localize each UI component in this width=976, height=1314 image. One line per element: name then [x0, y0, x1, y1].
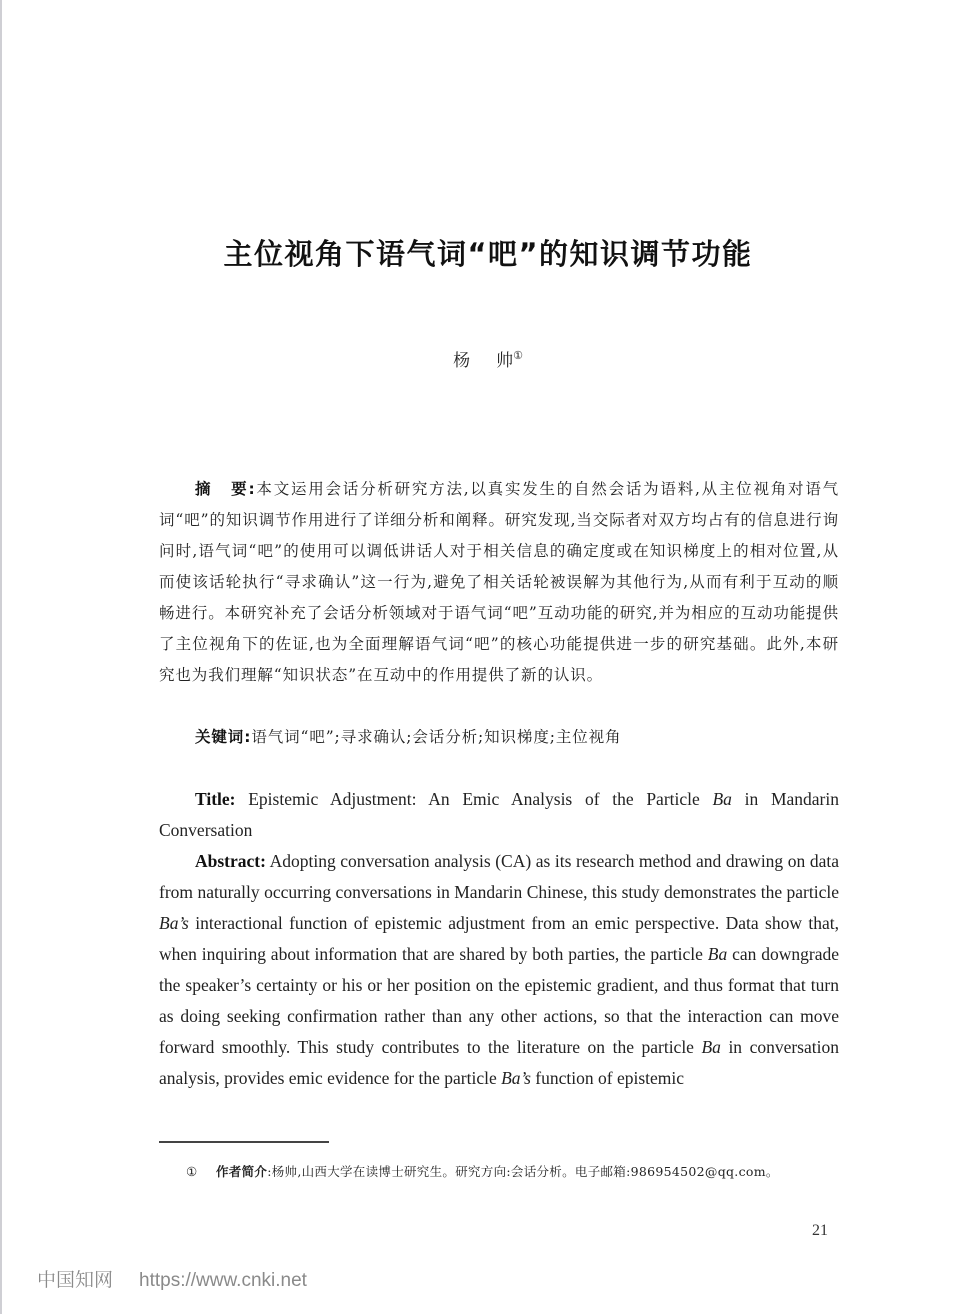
footnote-label: 作者简介	[216, 1164, 268, 1179]
author-name-part1: 杨	[453, 351, 471, 371]
keywords-text: 语气词“吧”;寻求确认;会话分析;知识梯度;主位视角	[251, 728, 622, 746]
author-name-part2: 帅	[496, 351, 514, 371]
abstract-label: 摘 要:	[195, 480, 256, 498]
page-left-edge	[0, 0, 2, 1314]
chinese-abstract-text: 本文运用会话分析研究方法,以真实发生的自然会话为语料,从主位视角对语气词“吧”的知识调节作用进行了详细分析和阐释。研究发现,当交际者对双方均占有的信息进行询问时,语气词“吧”的使用可以调低讲话人对于相关信息的确定度或在知识梯度上的相对位置,从而使该话轮执行“寻求确认”这一行为,避免了相关话轮被误解为其他行为,从而有利于互动的顺畅进行。本研究补充了会话分析领域对于语气词“吧”互动功能的研究,并为相应的互动功能提供了主位视角下的佐证,也为全面理解语气词“吧”的核心功能提供进一步的研究基础。此外,本研究也为我们理解“知识状态”在互动中的作用提供了新的认识。	[159, 480, 839, 684]
english-abstract-label: Abstract:	[195, 851, 266, 871]
page-number: 21	[812, 1222, 828, 1239]
footnote: ① 作者简介:杨帅,山西大学在读博士研究生。研究方向:会话分析。电子邮箱:986954502@qq.com。	[186, 1164, 779, 1179]
english-abstract: Abstract: Adopting conversation analysis (CA) as its research method and drawing on data from naturally occurring conversations in Mandarin Chinese, this study demonstrates the particle Ba’s interactional function of epistemic adjustment from an emic perspective. Data show that, when inquiring about information that are shared by both parties, the particle Ba can downgrade the speaker’s certainty or his or her position on the epistemic gradient, and thus format that turn as doing seeking confirmation rather than any other actions, so that the interaction can move forward smoothly. This study contributes to the literature on the particle Ba in conversation analysis, provides emic evidence for the particle Ba’s function of epistemic	[159, 851, 839, 1088]
footnote-divider	[159, 1141, 329, 1143]
author-footnote-marker[interactable]: ①	[513, 349, 523, 362]
english-section	[159, 784, 839, 1094]
watermark-brand: 中国知网	[37, 1270, 114, 1291]
cnki-watermark	[37, 1265, 307, 1292]
english-title: Title: Epistemic Adjustment: An Emic Analysis of the Particle Ba in Mandarin Conversation	[159, 789, 839, 840]
author-line	[0, 346, 976, 371]
keywords-label: 关键词:	[195, 728, 252, 746]
watermark-url[interactable]: https://www.cnki.net	[139, 1270, 307, 1291]
english-title-label: Title:	[195, 789, 236, 809]
chinese-abstract	[159, 474, 839, 691]
paper-title: 主位视角下语气词“吧”的知识调节功能	[223, 237, 753, 271]
footnote-marker: ①	[186, 1164, 198, 1179]
keywords	[159, 722, 839, 753]
footnote-text: 杨帅,山西大学在读博士研究生。研究方向:会话分析。电子邮箱:986954502@qq.com。	[271, 1164, 779, 1179]
